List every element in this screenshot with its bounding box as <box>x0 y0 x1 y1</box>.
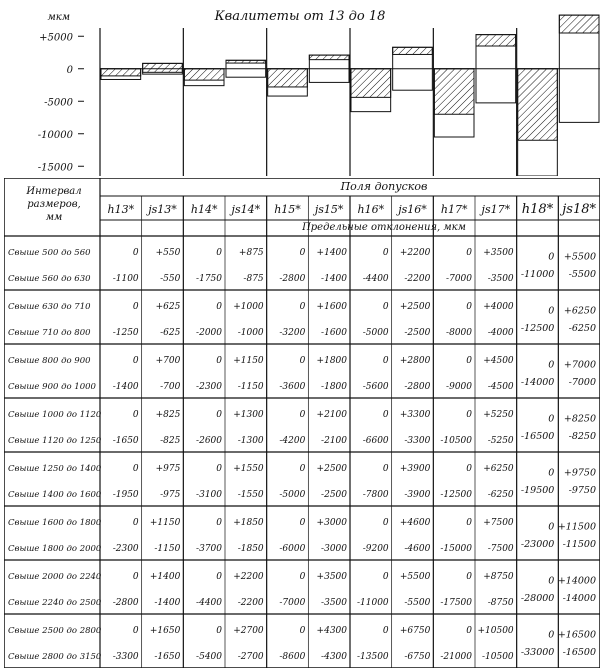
deviation-18: 0 <box>548 359 555 371</box>
deviation-18: 0 <box>548 575 555 587</box>
lower-deviation: -4000 <box>487 328 514 339</box>
lower-deviation: -3100 <box>196 490 222 501</box>
interval-label: Свыше 1600 до 1800 <box>8 518 102 529</box>
hatched-band <box>351 69 391 98</box>
upper-deviation: 0 <box>382 572 389 583</box>
deviation-18: +7000 <box>563 359 596 371</box>
hatched-band <box>393 47 433 54</box>
lower-deviation: -2500 <box>404 328 431 339</box>
deviation-18: 0 <box>548 413 555 425</box>
lower-deviation: -2600 <box>196 436 222 447</box>
lower-deviation: -1750 <box>196 274 222 285</box>
lower-deviation: -2300 <box>196 382 222 393</box>
upper-deviation: 0 <box>299 572 306 583</box>
deviation-18: +9750 <box>563 467 596 479</box>
lower-deviation: -1400 <box>321 274 347 285</box>
lower-deviation: -12500 <box>440 490 472 501</box>
deviation-18: -23000 <box>520 538 555 550</box>
upper-deviation: 0 <box>299 410 306 421</box>
header-interval-3: мм <box>45 212 63 223</box>
upper-deviation: 0 <box>382 410 389 421</box>
upper-deviation: 0 <box>466 572 472 583</box>
upper-deviation: 0 <box>382 302 389 313</box>
column-header: js14* <box>231 203 261 216</box>
deviation-18: -33000 <box>520 646 555 658</box>
lower-deviation: -6000 <box>279 544 306 555</box>
upper-deviation: +1850 <box>233 518 264 529</box>
upper-deviation: +2100 <box>316 410 347 421</box>
y-tick-label: +5000 <box>39 32 73 44</box>
lower-deviation: -1300 <box>237 436 264 447</box>
deviation-18: 0 <box>548 521 555 533</box>
lower-deviation: -4600 <box>404 544 431 555</box>
upper-deviation: 0 <box>382 626 389 637</box>
upper-deviation: 0 <box>382 464 389 475</box>
header-interval-2: размеров, <box>27 199 81 210</box>
interval-label: Свыше 1250 до 1400 <box>8 464 102 475</box>
lower-deviation: -1650 <box>154 652 181 663</box>
upper-deviation: +4000 <box>483 302 514 313</box>
upper-deviation: +700 <box>155 356 181 367</box>
upper-deviation: 0 <box>382 356 389 367</box>
column-header: h13* <box>107 203 135 216</box>
y-tick-label: -10000 <box>37 129 73 141</box>
interval-label: Свыше 2240 до 2500 <box>8 598 102 609</box>
lower-deviation: -2100 <box>321 436 347 447</box>
upper-deviation: +1600 <box>316 302 347 313</box>
lower-deviation: -1400 <box>154 598 181 609</box>
upper-deviation: +3500 <box>483 248 514 259</box>
interval-label: Свыше 800 до 900 <box>8 356 91 367</box>
upper-deviation: +3300 <box>399 410 431 421</box>
lower-deviation: -1000 <box>237 328 264 339</box>
tolerance-table <box>4 178 600 668</box>
upper-deviation: +975 <box>155 464 181 475</box>
lower-deviation: -2000 <box>196 328 222 339</box>
deviation-18: -14000 <box>520 376 555 388</box>
deviation-18: +11500 <box>557 521 596 533</box>
column-header: js15* <box>314 203 344 216</box>
upper-deviation: +4500 <box>483 356 514 367</box>
lower-deviation: -5000 <box>279 490 306 501</box>
upper-deviation: +1150 <box>233 356 264 367</box>
upper-deviation: +1400 <box>149 572 181 583</box>
upper-deviation: +4300 <box>316 626 347 637</box>
header-interval-1: Интервал <box>26 186 82 197</box>
interval-label: Свыше 1800 до 2000 <box>8 544 102 555</box>
deviation-18: 0 <box>548 467 555 479</box>
hatched-band <box>559 15 599 33</box>
upper-deviation: 0 <box>132 248 139 259</box>
column-header: js16* <box>398 203 427 216</box>
column-header: h15* <box>274 203 301 216</box>
column-header: js18* <box>562 202 597 217</box>
lower-deviation: -4400 <box>362 274 389 285</box>
deviation-18: -16500 <box>520 430 555 442</box>
interval-label: Свыше 2800 до 3150 <box>8 652 102 663</box>
column-header: js17* <box>481 203 511 216</box>
upper-deviation: 0 <box>382 248 389 259</box>
upper-deviation: +3500 <box>316 572 347 583</box>
upper-deviation: +2200 <box>233 572 264 583</box>
lower-deviation: -8750 <box>487 598 514 609</box>
lower-deviation: -2800 <box>112 598 139 609</box>
interval-label: Свыше 710 до 800 <box>8 328 91 339</box>
y-tick-label: 0 <box>66 64 73 76</box>
upper-deviation: 0 <box>216 410 222 421</box>
deviation-18: -16500 <box>562 646 596 658</box>
hatched-band <box>101 69 141 76</box>
upper-deviation: +5500 <box>399 572 431 583</box>
lower-deviation: -7000 <box>446 274 472 285</box>
lower-deviation: -3300 <box>404 436 431 447</box>
lower-deviation: -2200 <box>404 274 431 285</box>
upper-deviation: 0 <box>466 410 472 421</box>
upper-deviation: +2500 <box>316 464 347 475</box>
lower-deviation: -3200 <box>279 328 306 339</box>
upper-deviation: 0 <box>216 248 222 259</box>
lower-deviation: -875 <box>243 274 264 285</box>
interval-label: Свыше 1120 до 1250 <box>8 436 102 447</box>
lower-deviation: -1100 <box>112 274 139 285</box>
hatched-band <box>268 69 308 87</box>
upper-deviation: +2700 <box>233 626 264 637</box>
upper-deviation: 0 <box>132 356 139 367</box>
upper-deviation: +6250 <box>483 464 514 475</box>
interval-label: Свыше 560 до 630 <box>8 274 91 285</box>
lower-deviation: -4300 <box>321 652 347 663</box>
lower-deviation: -7500 <box>487 544 514 555</box>
lower-deviation: -1250 <box>112 328 139 339</box>
lower-deviation: -10500 <box>440 436 472 447</box>
interval-label: Свыше 1400 до 1600 <box>8 490 102 501</box>
upper-deviation: 0 <box>466 356 472 367</box>
lower-deviation: -1950 <box>112 490 139 501</box>
lower-deviation: -1150 <box>237 382 264 393</box>
interval-label: Свыше 630 до 710 <box>8 302 91 313</box>
lower-deviation: -975 <box>160 490 181 501</box>
hatched-band <box>518 69 558 141</box>
y-tick-label: -15000 <box>37 162 73 174</box>
deviation-18: -6250 <box>568 322 596 334</box>
chart-title: Квалитеты от 13 до 18 <box>214 9 386 24</box>
upper-deviation: +3000 <box>316 518 347 529</box>
lower-deviation: -5400 <box>196 652 222 663</box>
deviation-18: -9750 <box>568 484 596 496</box>
upper-deviation: +625 <box>155 302 181 313</box>
upper-deviation: +1550 <box>233 464 264 475</box>
upper-deviation: 0 <box>132 410 139 421</box>
lower-deviation: -9200 <box>362 544 389 555</box>
upper-deviation: +4600 <box>399 518 431 529</box>
hatched-band <box>143 63 183 72</box>
upper-deviation: 0 <box>299 302 306 313</box>
hatched-band <box>476 35 516 46</box>
upper-deviation: +2500 <box>399 302 431 313</box>
upper-deviation: +1300 <box>233 410 264 421</box>
deviation-18: -5500 <box>568 268 596 280</box>
deviation-18: -19500 <box>520 484 555 496</box>
lower-deviation: -13500 <box>356 652 389 663</box>
upper-deviation: 0 <box>216 356 222 367</box>
lower-deviation: -5600 <box>362 382 389 393</box>
lower-deviation: -825 <box>160 436 181 447</box>
deviation-18: -8250 <box>568 430 596 442</box>
lower-deviation: -7800 <box>362 490 389 501</box>
column-header: js13* <box>148 203 177 216</box>
upper-deviation: 0 <box>466 302 472 313</box>
upper-deviation: +2800 <box>399 356 431 367</box>
lower-deviation: -2800 <box>279 274 306 285</box>
upper-deviation: +1650 <box>149 626 181 637</box>
upper-deviation: +10500 <box>477 626 514 637</box>
lower-deviation: -2700 <box>237 652 264 663</box>
upper-deviation: +1800 <box>316 356 347 367</box>
upper-deviation: 0 <box>466 626 472 637</box>
lower-deviation: -11000 <box>356 598 389 609</box>
upper-deviation: 0 <box>132 518 139 529</box>
y-tick-label: -5000 <box>44 97 73 109</box>
lower-deviation: -5250 <box>487 436 514 447</box>
interval-label: Свыше 500 до 560 <box>8 248 91 259</box>
lower-deviation: -625 <box>160 328 181 339</box>
lower-deviation: -1650 <box>112 436 139 447</box>
lower-deviation: -2800 <box>404 382 431 393</box>
lower-deviation: -7000 <box>279 598 306 609</box>
lower-deviation: -5500 <box>404 598 431 609</box>
tolerance-chart <box>0 0 604 176</box>
upper-deviation: 0 <box>216 572 222 583</box>
header-fields: Поля допусков <box>340 180 428 193</box>
deviation-18: 0 <box>548 305 555 317</box>
lower-deviation: -4500 <box>487 382 514 393</box>
lower-deviation: -1550 <box>237 490 264 501</box>
upper-deviation: 0 <box>466 518 472 529</box>
lower-deviation: -1850 <box>237 544 264 555</box>
hatched-band <box>434 69 474 115</box>
lower-deviation: -1600 <box>321 328 347 339</box>
lower-deviation: -6250 <box>487 490 514 501</box>
lower-deviation: -4400 <box>196 598 222 609</box>
upper-deviation: +3900 <box>399 464 431 475</box>
upper-deviation: +6750 <box>399 626 431 637</box>
upper-deviation: +5250 <box>483 410 514 421</box>
hatched-band <box>226 60 266 63</box>
hatched-band <box>184 69 224 80</box>
upper-deviation: +875 <box>238 248 264 259</box>
upper-deviation: 0 <box>299 464 306 475</box>
interval-label: Свыше 900 до 1000 <box>8 382 96 393</box>
upper-deviation: +550 <box>155 248 181 259</box>
upper-deviation: 0 <box>132 572 139 583</box>
lower-deviation: -1400 <box>112 382 139 393</box>
upper-deviation: 0 <box>216 626 222 637</box>
upper-deviation: 0 <box>132 302 139 313</box>
upper-deviation: +7500 <box>483 518 514 529</box>
lower-deviation: -3500 <box>321 598 347 609</box>
deviation-18: -11000 <box>520 268 555 280</box>
upper-deviation: +825 <box>155 410 181 421</box>
upper-deviation: +2200 <box>399 248 431 259</box>
deviation-18: -11500 <box>562 538 596 550</box>
deviation-18: +5500 <box>563 251 596 263</box>
deviation-18: 0 <box>548 629 555 641</box>
upper-deviation: 0 <box>132 626 139 637</box>
lower-deviation: -6600 <box>362 436 389 447</box>
upper-deviation: 0 <box>216 464 222 475</box>
deviation-18: -28000 <box>520 592 555 604</box>
upper-deviation: 0 <box>466 464 472 475</box>
hatched-band <box>309 55 349 60</box>
header-deviations: Предельные отклонения, мкм <box>302 222 466 233</box>
lower-deviation: -700 <box>160 382 181 393</box>
upper-deviation: 0 <box>299 626 306 637</box>
upper-deviation: +1400 <box>316 248 347 259</box>
deviation-18: -12500 <box>520 322 555 334</box>
upper-deviation: +1150 <box>149 518 181 529</box>
upper-deviation: 0 <box>299 248 306 259</box>
upper-deviation: +1000 <box>233 302 264 313</box>
interval-label: Свыше 1000 до 1120 <box>8 410 102 421</box>
deviation-18: -7000 <box>568 376 596 388</box>
upper-deviation: 0 <box>382 518 389 529</box>
lower-deviation: -2300 <box>112 544 139 555</box>
interval-label: Свыше 2500 до 2800 <box>8 626 102 637</box>
deviation-18: -14000 <box>562 592 596 604</box>
lower-deviation: -3500 <box>487 274 514 285</box>
column-header: h16* <box>357 203 385 216</box>
lower-deviation: -3300 <box>112 652 139 663</box>
lower-deviation: -8000 <box>446 328 472 339</box>
lower-deviation: -1150 <box>154 544 181 555</box>
column-header: h18* <box>521 202 554 217</box>
lower-deviation: -6750 <box>404 652 431 663</box>
lower-deviation: -2200 <box>237 598 264 609</box>
lower-deviation: -3000 <box>321 544 347 555</box>
deviation-18: +14000 <box>557 575 596 587</box>
interval-label: Свыше 2000 до 2240 <box>8 572 102 583</box>
upper-deviation: +8750 <box>483 572 514 583</box>
upper-deviation: 0 <box>132 464 139 475</box>
lower-deviation: -3900 <box>404 490 431 501</box>
upper-deviation: 0 <box>299 356 306 367</box>
lower-deviation: -3700 <box>196 544 222 555</box>
lower-deviation: -2500 <box>321 490 347 501</box>
lower-deviation: -1800 <box>321 382 347 393</box>
upper-deviation: 0 <box>216 302 222 313</box>
y-axis-label: мкм <box>47 12 70 23</box>
column-header: h14* <box>190 203 218 216</box>
lower-deviation: -4200 <box>279 436 306 447</box>
upper-deviation: 0 <box>216 518 222 529</box>
lower-deviation: -8600 <box>279 652 306 663</box>
lower-deviation: -10500 <box>481 652 514 663</box>
lower-deviation: -15000 <box>440 544 472 555</box>
deviation-18: +16500 <box>557 629 596 641</box>
lower-deviation: -21000 <box>440 652 472 663</box>
column-header: h17* <box>440 203 468 216</box>
upper-deviation: 0 <box>466 248 472 259</box>
deviation-18: +8250 <box>563 413 596 425</box>
deviation-18: 0 <box>548 251 555 263</box>
lower-deviation: -550 <box>160 274 181 285</box>
lower-deviation: -17500 <box>440 598 472 609</box>
upper-deviation: 0 <box>299 518 306 529</box>
lower-deviation: -5000 <box>362 328 389 339</box>
deviation-18: +6250 <box>563 305 596 317</box>
lower-deviation: -9000 <box>446 382 472 393</box>
lower-deviation: -3600 <box>279 382 306 393</box>
